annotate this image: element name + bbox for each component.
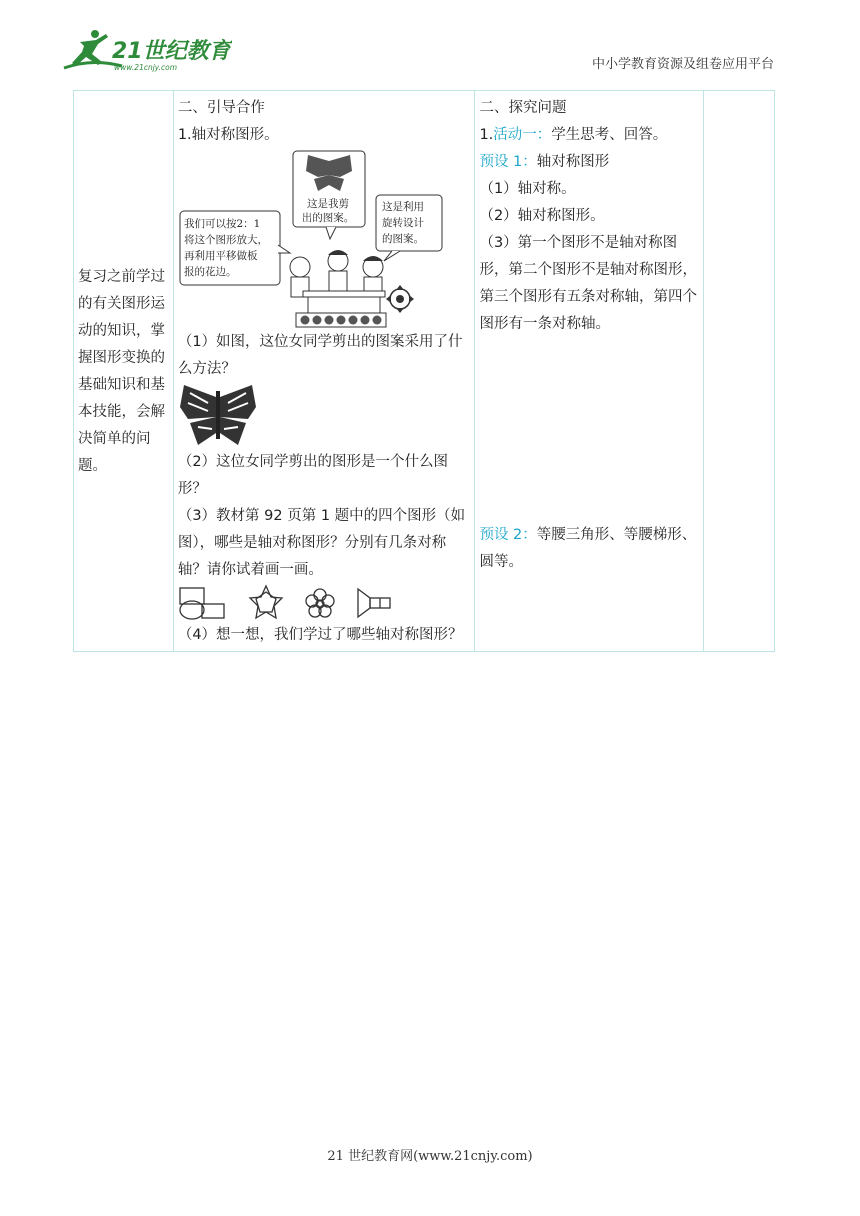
question-4: （4）想一想，我们学过了哪些轴对称图形？ (177, 627, 463, 643)
funnel-shape (358, 589, 390, 617)
speech-bubble-left (180, 211, 290, 285)
students-drawing (290, 250, 385, 313)
question-2: （2）这位女同学剪出的图形是一个什么图形？ (177, 454, 449, 497)
answer-3: （3）第一个图形不是轴对称图形，第二个图形不是轴对称图形，第三个图形有五条对称轴，第四个图形有一条对称轴。 (479, 235, 697, 332)
preset-2-line (479, 522, 698, 576)
preset-1-line (479, 149, 698, 176)
preset-2-label: 预设 2： (479, 527, 537, 543)
activity-prefix: 1. (479, 127, 494, 143)
goal-text: 复习之前学过的有关图形运动的知识，掌握图形变换的基础知识和基本技能，会解决简单的问题。 (78, 269, 165, 474)
svg-text:21世纪教育: 21世纪教育 (112, 39, 231, 64)
four-shapes-figure (178, 584, 464, 622)
lesson-table (73, 90, 775, 652)
table-row (74, 91, 775, 652)
preset-1-label: 预设 1： (479, 154, 537, 170)
answer-2: （2）轴对称图形。 (479, 208, 605, 224)
logo (62, 28, 232, 74)
section-heading-2: 二、探究问题 (479, 100, 567, 116)
activity-line (479, 122, 698, 149)
speech-bubble-middle (293, 151, 365, 239)
classroom-illustration (178, 149, 464, 329)
butterfly-large-icon (178, 383, 258, 449)
student-activity-cell (475, 91, 703, 652)
question-3: （3）教材第 92 页第 1 题中的四个图形（如图），哪些是轴对称图形？分别有几条对称轴？请你试着画一画。 (177, 508, 466, 578)
border-strip (296, 313, 386, 327)
star-pentagon-shape (250, 586, 282, 618)
preset-2-text: 等腰三角形、等腰梯形、圆等。 (479, 527, 697, 570)
svg-text:我们可以按2：1 将这个图形放大，: 我们可以按2：1 将这个图形放大， 再利用平移做板 报的花边。 (183, 218, 268, 278)
activity-text: 学生思考、回答。 (551, 127, 668, 143)
goal-cell (74, 91, 174, 652)
rect-ellipse-shape (180, 588, 224, 619)
svg-text:这是我剪出的图案。: 这是我剪出的图案。 (301, 198, 355, 224)
footer: 21 世纪教育网(www.21cnjy.com) (327, 1149, 533, 1164)
speech-bubble-right (376, 195, 442, 261)
question-1: （1）如图，这位女同学剪出的图案采用了什么方法？ (177, 334, 463, 377)
section-heading: 二、引导合作 (177, 100, 265, 116)
svg-text:这是利用 旋转设计: 这是利用 旋转设计 的图案。 (381, 201, 424, 245)
platform-title: 中小学教育资源及组卷应用平台 (591, 57, 774, 72)
flower-shape (306, 589, 334, 617)
rotation-pattern-icon (386, 285, 414, 313)
preset-1-text: 轴对称图形 (536, 154, 610, 170)
item-heading: 1.轴对称图形。 (177, 127, 279, 143)
teacher-activity-cell (173, 91, 475, 652)
spacer (479, 338, 698, 522)
notes-cell (703, 91, 775, 652)
svg-text:www.21cnjy.com: www.21cnjy.com (114, 63, 178, 72)
activity-label: 活动一： (493, 127, 552, 143)
answer-1: （1）轴对称。 (479, 181, 576, 197)
